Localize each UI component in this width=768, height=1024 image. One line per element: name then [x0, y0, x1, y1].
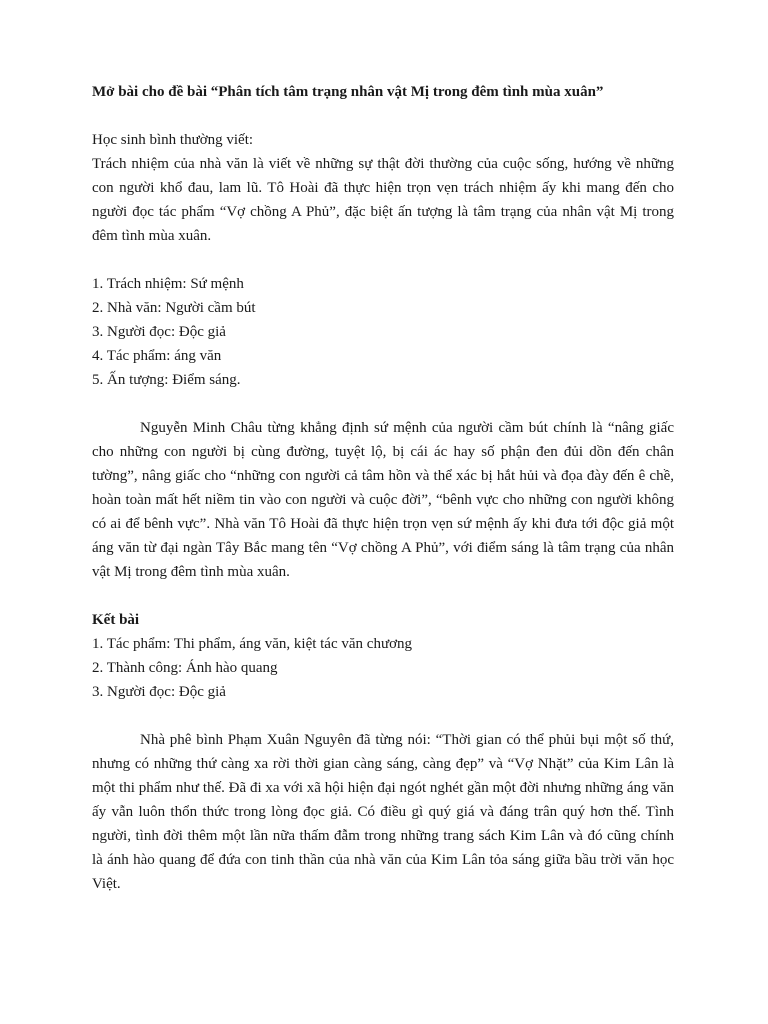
- intro-label: Học sinh bình thường viết:: [92, 132, 254, 148]
- list-item: 3. Người đọc: Độc giả: [92, 684, 226, 700]
- intro-text: Trách nhiệm của nhà văn là viết về những sự thật đời thường của cuộc sống, hướng về những con người khổ đau, lam lũ. Tô Hoài đã thực hiện trọn vẹn trách nhiệm ấy khi mang đến cho người đọc tác phẩm “Vợ chồng A Phủ”, đặc biệt ấn tượng là tâm trạng của nhân vật Mị trong đêm tình mùa xuân.: [92, 156, 674, 244]
- list-item: 5. Ấn tượng: Điểm sáng.: [92, 372, 241, 388]
- list-item: 1. Tác phẩm: Thi phẩm, áng văn, kiệt tác văn chương: [92, 636, 413, 652]
- spacer: [92, 248, 674, 272]
- spacer: [92, 392, 674, 416]
- spacer: [92, 584, 674, 608]
- document-page: [92, 80, 674, 896]
- list-item: 3. Người đọc: Độc giả: [92, 324, 226, 340]
- closing-list: [92, 632, 674, 704]
- spacer: [92, 704, 674, 728]
- opening-list: [92, 272, 674, 392]
- closing-heading: Kết bài: [92, 612, 140, 628]
- document-title: Mở bài cho đề bài “Phân tích tâm trạng nhân vật Mị trong đêm tình mùa xuân”: [92, 84, 604, 100]
- list-item: 1. Trách nhiệm: Sứ mệnh: [92, 276, 244, 292]
- list-item: 2. Nhà văn: Người cầm bút: [92, 300, 256, 316]
- list-item: 4. Tác phẩm: áng văn: [92, 348, 222, 364]
- list-item: 2. Thành công: Ánh hào quang: [92, 660, 278, 676]
- closing-paragraph: Nhà phê bình Phạm Xuân Nguyên đã từng nói: “Thời gian có thể phủi bụi một số thứ, nhưng có những thứ càng xa rời thời gian càng sáng, càng đẹp” và “Vợ Nhặt” của Kim Lân là một thi phẩm như thế. Đã đi xa với xã hội hiện đại ngót nghét gần một đời nhưng những áng văn ấy vẫn luôn thổn thức trong lòng đọc giả. Có điều gì quý giá và đáng trân quý hơn thế. Tình người, tình đời thêm một lần nữa thấm đẫm trong những trang sách Kim Lân và đó cũng chính là ánh hào quang để đứa con tinh thần của nhà văn của Kim Lân tỏa sáng giữa bầu trời văn học Việt.: [92, 732, 674, 892]
- opening-paragraph: Nguyễn Minh Châu từng khẳng định sứ mệnh của người cầm bút chính là “nâng giấc cho những con người bị cùng đường, tuyệt lộ, bị cái ác hay số phận đen đủi dồn đến chân tường”, nâng giấc cho “những con người cả tâm hồn và thể xác bị hắt hủi và đọa đày đến ê chề, hoàn toàn mất hết niềm tin vào con người và cuộc đời”, “bênh vực cho những con người không có ai để bênh vực”. Nhà văn Tô Hoài đã thực hiện trọn vẹn sứ mệnh ấy khi đưa tới độc giả một áng văn từ đại ngàn Tây Bắc mang tên “Vợ chồng A Phủ”, với điểm sáng là tâm trạng của nhân vật Mị trong đêm tình mùa xuân.: [92, 420, 674, 580]
- spacer: [92, 104, 674, 128]
